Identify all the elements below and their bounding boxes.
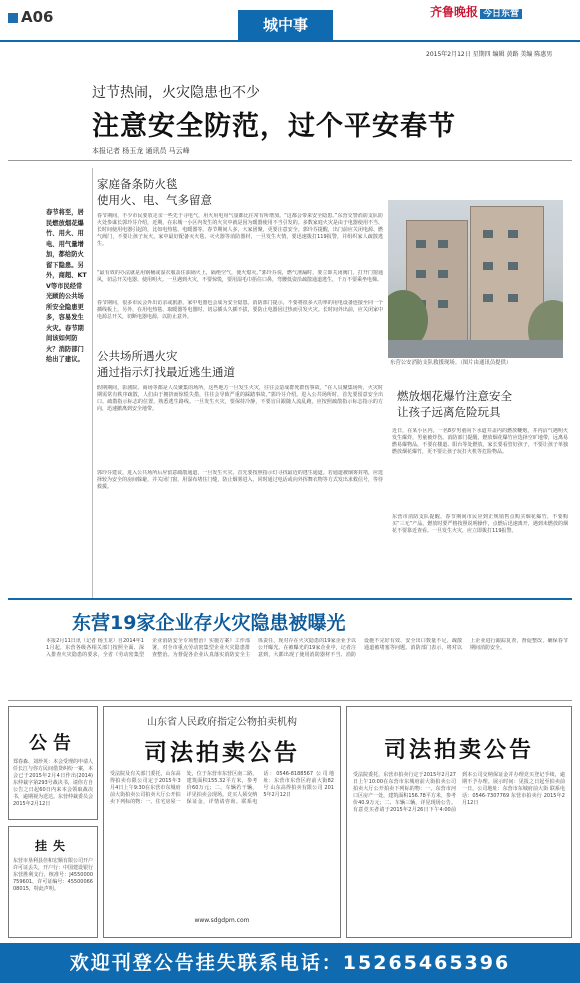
notice-1-body: 郑春森、刘珍英：本会受理的申请人任长江与你方民间借贷纠纷一案，本会已于2015年2月4日作出(2014)东仲裁字第293号裁决书，请你方自公告之日起60日内来本会领取裁决书，逾期视为送达。东营仲裁委员会 2015年2月12日 [13, 759, 94, 807]
auction-1-site: www.sdgdpm.com [194, 917, 250, 924]
notice-2-body: 东营市垦利县佳和宏顺有限公司开户许可证丢失，开户行：中国建设银行东营胜利支行，核准号：J4550000759601，许可证编号：4550006608015，特此声明。 [13, 858, 94, 892]
notice-box-1 [8, 706, 98, 820]
body-2b: 郭玲芬建议，进入公共场所后应留意疏散通道，一旦发生火灾，首先要按照指示灯寻找最近的逃生通道。若通道被烟雾封堵，应选择较为安全的房间躲避，并关闭门窗，用湿布堵住门缝，防止烟雾进入，同时通过电话或向外挥舞衣物等方式发出求救信号，等待救援。 [97, 470, 383, 490]
lead-intro: 春节将至，居民燃放烟花爆竹、用火、用电、用气量增加，都给防火留下隐患。另外，商超、KTV等市民经常光顾的公共场所安全隐患更多，容易发生火灾。春节期间该如何防火？消防部门给出了建议。 [46, 209, 87, 363]
header-rule [0, 40, 580, 42]
subhead-3b: 让孩子远离危险玩具 [397, 405, 501, 419]
divider [8, 160, 572, 161]
body-3: 近日，在某小区内，一名8岁男童向下水道井盖内的燃放鞭炮，井内沼气遇明火发生爆炸，男童被炸伤。消防部门提醒，燃放烟花爆竹应选择空旷地带，远离易燃易爆物品，不要在楼道、阳台等处燃放。家长要看管好孩子，不要让孩子单独燃放烟花爆竹，更不要让孩子玩打火机等危险物品。 [392, 428, 568, 455]
auction-1-title: 司法拍卖公告 [144, 740, 300, 766]
masthead [430, 3, 522, 20]
lead-byline: 本报记者 杨玉龙 通讯员 马云峰 [92, 147, 190, 155]
auction-box-2 [346, 706, 572, 938]
lead-headline: 注意安全防范，过个平安春节 [92, 111, 456, 142]
second-body: 本报2月11日讯（记者 杨玉龙）自2014年11月起，东营各级各相关部门按照全面、深入排查火灾隐患的要求，全省《劳动密集型企业消防安全专项整治》实施方案》工作部署，对全市重点劳动密集型企业火灾隐患排查整治。为督促各企业认真落实消防安全主体责任，现对存在火灾隐患的19家企业予以公开曝光。在被曝光的19家企业中，记者注意到，大都出现了使用消防器材不当、消防设施不完好有效、安全出口数量不足、疏散通道被堵塞等问题。消防部门表示，将对以上企业进行跟踪复查，督促整改，确保春节期间消防安全。 [46, 638, 568, 658]
divider [8, 598, 572, 600]
second-headline: 东营19家企业存火灾隐患被曝光 [72, 612, 346, 634]
notice-1-title: 公告 [29, 733, 77, 754]
news-photo [388, 200, 563, 358]
auction-1-body: 受法院及有关部门委托，山东高得拍卖有限公司定于2015年3月4日上午9:30在东营市东城府前大街拍卖公司拍卖大厅公开拍卖下列标的物：一、住宅房屋一处，位于东营市东营区南二路，建筑面积155.32平方米，参考价60万元；二、车辆若干辆，详见拍卖会现场。竞买人须交纳保证金，详情请咨询。联系电话：0546-8188567 公司地址：东营市东营区府前大街82号 山东高得拍卖有限公司 2015年2月12日 [110, 771, 334, 805]
bottom-ad-banner: 欢迎刊登公告挂失联系电话：15265465396 [0, 943, 580, 983]
body-3b: 东营市消防支队提醒，春节期间市民应到正规销售点购买烟花爆竹，不要购买“三无”产品。燃放时要严格按照说明操作，点燃后迅速离开，遇到未燃放的烟花不要靠近查看。一旦发生火灾，应立即拨打119报警。 [392, 514, 568, 534]
subhead-1b: 使用火、电、气多留意 [97, 193, 212, 207]
subhead-3a: 燃放烟花爆竹注意安全 [397, 389, 512, 403]
column-divider [92, 168, 93, 598]
subhead-2a: 公共场所遇火灾 [97, 349, 178, 363]
notice-2-title: 挂失 [34, 839, 71, 853]
divider [8, 700, 572, 701]
body-1: 春节期间，不少市民要放走亲一些先于寻电气，用火用电用气量都比往常有所增加。“这都会带来安全隐患。”东营交警消防支队防火处参谋长郭玲芬介绍，近期，在东城一小区内发生的火灾中就是因为暖器使用不当引发的。多数家庭火灾是由于电器使用不当、长时间使用电器引起的，比如电热毯、电暖器等。春节期间人多，大家团聚，更要注意安全。郭玲芬提醒，出门前应关闭电源、燃气阀门，不要让孩子玩火。家中最好配备灭火毯、灭火器等消防器材，一旦发生火情，要迅速拨打119报警，并组织家人疏散逃生。 [97, 213, 383, 247]
body-1c: 春节期间，很多市民会外出访亲或旅游，家中电器也会成为安全隐患。消防部门提示，不要将很多大功率的用电设备连接至同一个插线板上，另外，在用电热毯、取暖器等电器时，切忌插头久插不拔，要防止电器因过热而引发火灾。长时间外出前，应关闭家中电源总开关，切断电器电源，以防止意外。 [97, 300, 383, 320]
auction-2-body: 受法院委托，东营市拍卖行定于2015年2月27日上午10:00在东营市东城府前大街拍卖公司拍卖大厅公开拍卖下列标的物：一、东营市河口区房产一处，建筑面积156.78平方米，参考价40.9万元；二、车辆三辆，详见现场公告。有意竞买者请于2015年2月26日下午4:00前到本公司交纳保证金并办理竞买登记手续，逾期不予办理。展示时间：见报之日起至拍卖前一日。公司地址：东营市东城府前大街 联系电话：0546-7307769 东营市拍卖行 2015年2月12日 [353, 772, 565, 813]
page-number: A06 [8, 8, 53, 26]
lead-kicker: 过节热闹，火灾隐患也不少 [92, 85, 260, 101]
auction-1-header: 山东省人民政府指定公物拍卖机构 [147, 717, 297, 728]
subhead-2b: 通过指示灯找最近逃生通道 [97, 365, 235, 379]
body-1b: “最有效的办法就是用钢桶或湿衣服盖住油锅火上，隔绝空气，使火熄灭。”郭玲芬说，燃气泄漏时，要立即关闭阀门，打开门窗通风，切忌开关电器、使用明火。一旦遇到火灾，不要惊慌，要用湿毛巾捂住口鼻，弯腰低姿沿疏散通道逃生，千万不要乘坐电梯。 [97, 270, 383, 283]
page-marker-icon [8, 13, 18, 23]
masthead-name: 齐鲁晚报 [430, 5, 479, 19]
body-2: 假期期间，影剧院、商场等都是人员聚集的场所，这些地方一旦发生火灾，往往会造成群死群伤事故。“在人员聚集场所，火灾时期需常有秩序疏散，人们由于拥挤而惊慌失措，往往会导致严重的踩踏事故。”郭玲芬介绍。进入公共场所时，首先要留意安全出口、疏散指示标志的位置，熟悉逃生路线。一旦发生火灾，要保持冷静，不要盲目跟随人流乱跑，应按照疏散指示标志指示的方向，迅速撤离到安全地带。 [97, 385, 383, 412]
subhead-1a: 家庭备条防火毯 [97, 177, 178, 191]
photo-caption: 东营公安消防支队救援现场。（图片由通讯员提供） [390, 360, 512, 366]
dateline: 2015年2月12日 星期四 编辑 黄路 美编 陈惠男 [426, 51, 553, 58]
notice-box-2 [8, 826, 98, 938]
auction-box-1 [103, 706, 341, 938]
section-title: 城中事 [238, 10, 333, 40]
auction-2-title: 司法拍卖公告 [383, 738, 534, 763]
masthead-tag: 今日东营 [480, 9, 522, 19]
